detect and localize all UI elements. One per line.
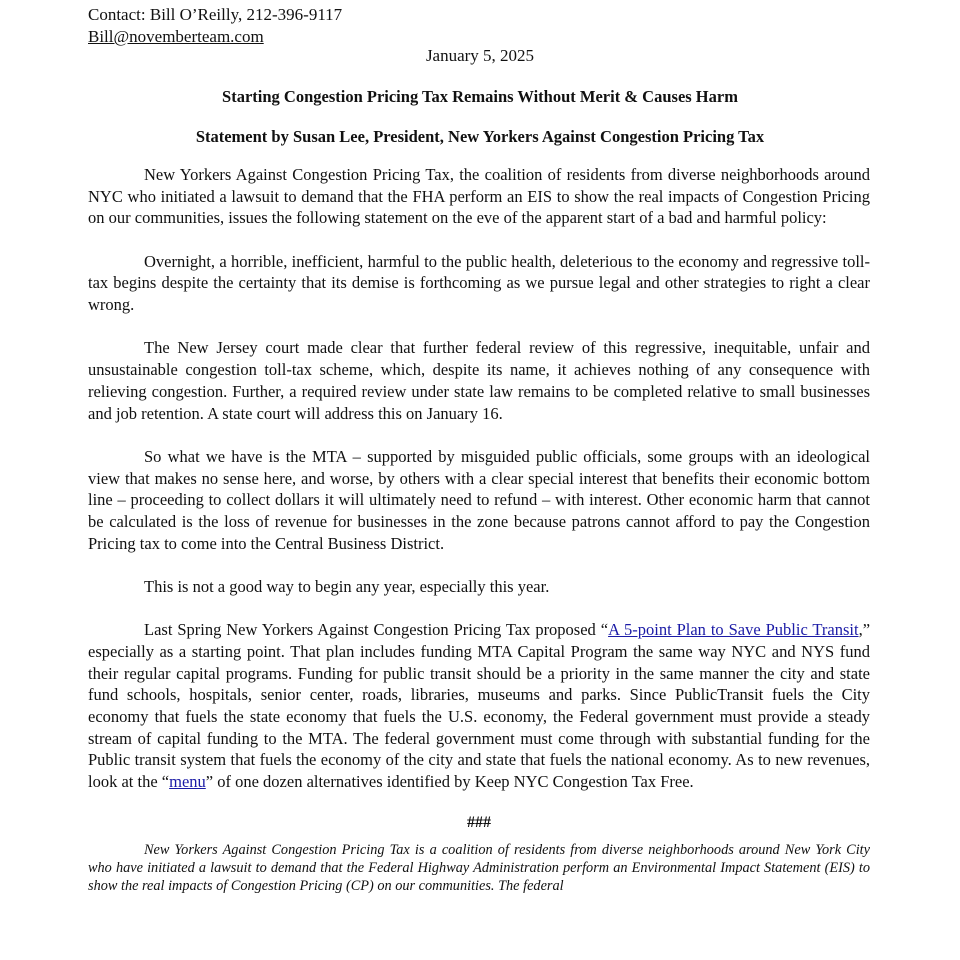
paragraph-6-intro: Last Spring New Yorkers Against Congestion Pricing Tax proposed “ xyxy=(144,620,609,640)
end-separator: ### xyxy=(467,814,491,832)
five-point-plan-link[interactable]: A 5-point Plan to Save Public Transit xyxy=(608,620,859,640)
boilerplate-footer: New Yorkers Against Congestion Pricing Tax is a coalition of residents from diverse neighborhoods around New York City who have initiated a lawsuit to demand that the Federal Highway Administration perform an Environmental Impact Statement (EIS) to show the real impacts of Congestion Pricing (CP) on our communities. The federal xyxy=(88,842,870,894)
statement-body xyxy=(88,164,870,917)
headline: Starting Congestion Pricing Tax Remains Without Merit & Causes Harm xyxy=(222,87,738,106)
paragraph-6 xyxy=(88,619,870,793)
paragraph-3: The New Jersey court made clear that further federal review of this regressive, inequitable, unfair and unsustainable congestion toll-tax scheme, which, despite its name, it achieves nothing of any consequence with relieving congestion. Further, a required review under state law remains to be completed relative to small businesses and job retention. A state court will address this on January 16. xyxy=(88,338,870,423)
paragraph-5: This is not a good way to begin any year, especially this year. xyxy=(144,576,550,596)
menu-link[interactable]: menu xyxy=(169,772,206,792)
paragraph-6-body: ,” especially as a starting point. That plan includes funding MTA Capital Program the same way NYC and NYS fund their regular capital programs. Funding for public transit should be a priority in the same manner the city and state fund schools, hospitals, senior center, roads, libraries, museums and parks. Since PublicTransit fuels the City economy that fuels the state economy that fuels the U.S. economy, the Federal government must provide a steady stream of capital funding to the MTA. The federal government must come through with substantial funding for the Public transit system that fuels the economy of the city and state that fuels the national economy. As to new revenues, look at the “ xyxy=(88,620,871,792)
contact-email-link[interactable]: Bill@novemberteam.com xyxy=(88,27,264,46)
contact-block xyxy=(88,4,342,48)
paragraph-1: New Yorkers Against Congestion Pricing Tax, the coalition of residents from diverse neighborhoods around NYC who initiated a lawsuit to demand that the FHA perform an EIS to show the real impacts of Congestion Pricing on our communities, issues the following statement on the eve of the apparent start of a bad and harmful policy: xyxy=(88,165,870,228)
subheadline: Statement by Susan Lee, President, New Yorkers Against Congestion Pricing Tax xyxy=(195,127,765,146)
paragraph-4: So what we have is the MTA – supported by misguided public officials, some groups with an ideological view that makes no sense here, and worse, by others with a clear special interest that benefits their economic bottom line – proceeding to collect dollars it will ultimately need to refund – with interest. Other economic harm that cannot be calculated is the loss of revenue for businesses in the zone because patrons cannot afford to pay the Congestion Pricing tax to come into the Central Business District. xyxy=(88,446,870,553)
release-date: January 5, 2025 xyxy=(425,46,535,65)
paragraph-2: Overnight, a horrible, inefficient, harmful to the public health, deleterious to the economy and regressive toll-tax begins despite the certainty that its demise is forthcoming as we pursue legal and other strategies to right a clear wrong. xyxy=(88,251,870,315)
paragraph-6-end: ” of one dozen alternatives identified by Keep NYC Congestion Tax Free. xyxy=(205,772,694,792)
contact-line: Contact: Bill O’Reilly, 212-396-9117 xyxy=(88,5,343,24)
